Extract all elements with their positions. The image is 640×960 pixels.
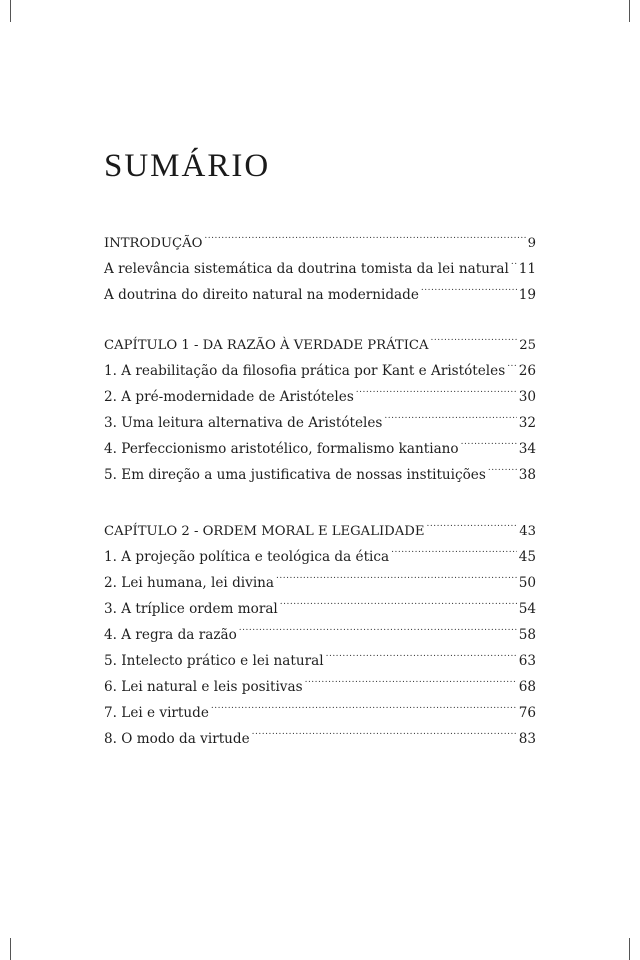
dot-leader (211, 691, 517, 717)
dot-leader (426, 509, 517, 535)
dot-leader (391, 535, 517, 561)
toc-entry-page-number: 38 (518, 467, 536, 483)
toc-entry-page-number: 63 (518, 653, 536, 669)
toc-section (104, 221, 536, 303)
toc-entry-page-number: 9 (527, 236, 536, 251)
page-title: SUMÁRIO (104, 148, 271, 184)
crop-mark-top-left (10, 0, 11, 22)
toc-entry-label: 3. A tríplice ordem moral (104, 601, 278, 617)
dot-leader (305, 665, 517, 691)
toc-entry-page-number: 26 (518, 363, 536, 379)
toc-entry-page-number: 58 (518, 627, 536, 643)
dot-leader (356, 375, 517, 401)
toc-entry-label: 1. A projeção política e teológica da ética (104, 549, 390, 565)
toc-entry-page-number: 68 (518, 679, 536, 695)
toc-entry-label: CAPÍTULO 1 - DA RAZÃO À VERDADE PRÁTICA (104, 338, 429, 353)
toc-entry-label: 5. Em direção a uma justificativa de nossas instituições (104, 467, 486, 483)
toc-section (104, 323, 536, 483)
dot-leader (507, 349, 517, 375)
toc-entry-label: 1. A reabilitação da filosofia prática por Kant e Aristóteles (104, 363, 506, 379)
dot-leader (431, 323, 518, 349)
dot-leader (488, 453, 517, 479)
toc-entry-page-number: 32 (518, 415, 536, 431)
dot-leader (384, 401, 516, 427)
dot-leader (421, 273, 517, 299)
toc-entry-label: 2. Lei humana, lei divina (104, 575, 275, 591)
toc-entry-page-number: 54 (518, 601, 536, 617)
toc-entry-label: A relevância sistemática da doutrina tomista da lei natural (104, 261, 509, 277)
toc-entry-label: 4. Perfeccionismo aristotélico, formalismo kantiano (104, 441, 459, 457)
dot-leader (276, 561, 517, 587)
toc-entry-label: 7. Lei e virtude (104, 705, 209, 721)
dot-leader (326, 639, 517, 665)
toc-entry-label: INTRODUÇÃO (104, 236, 203, 251)
toc-entry-page-number: 34 (518, 441, 536, 457)
crop-mark-bottom-left (10, 938, 11, 960)
table-of-contents (104, 221, 536, 747)
crop-mark-top-right (629, 0, 630, 22)
dot-leader (204, 221, 525, 247)
toc-entry-page-number: 50 (518, 575, 536, 591)
dot-leader (252, 717, 517, 743)
toc-entry-label: 6. Lei natural e leis positivas (104, 679, 303, 695)
toc-entry-page-number: 83 (518, 731, 536, 747)
toc-entry-page-number: 76 (518, 705, 536, 721)
dot-leader (461, 427, 517, 453)
toc-entry-label: 2. A pré-modernidade de Aristóteles (104, 389, 354, 405)
toc-entry-label: 3. Uma leitura alternativa de Aristóteles (104, 415, 383, 431)
toc-entry-label: A doutrina do direito natural na modernidade (104, 287, 419, 303)
toc-entry-page-number: 11 (518, 261, 536, 277)
toc-entry-page-number: 43 (519, 524, 536, 539)
toc-entry-label: 5. Intelecto prático e lei natural (104, 653, 324, 669)
toc-chapter-entry[interactable] (104, 509, 536, 539)
toc-chapter-entry[interactable] (104, 221, 536, 251)
toc-entry-label: CAPÍTULO 2 - ORDEM MORAL E LEGALIDADE (104, 524, 425, 539)
dot-leader (239, 613, 517, 639)
dot-leader (280, 587, 517, 613)
toc-section (104, 509, 536, 747)
toc-entry-page-number: 45 (518, 549, 536, 565)
toc-entry-page-number: 30 (518, 389, 536, 405)
toc-entry-page-number: 19 (518, 287, 536, 303)
crop-mark-bottom-right (629, 938, 630, 960)
toc-chapter-entry[interactable] (104, 323, 536, 353)
dot-leader (511, 247, 517, 273)
toc-entry-label: 8. O modo da virtude (104, 731, 250, 747)
toc-entry-page-number: 25 (519, 338, 536, 353)
toc-entry-label: 4. A regra da razão (104, 627, 237, 643)
